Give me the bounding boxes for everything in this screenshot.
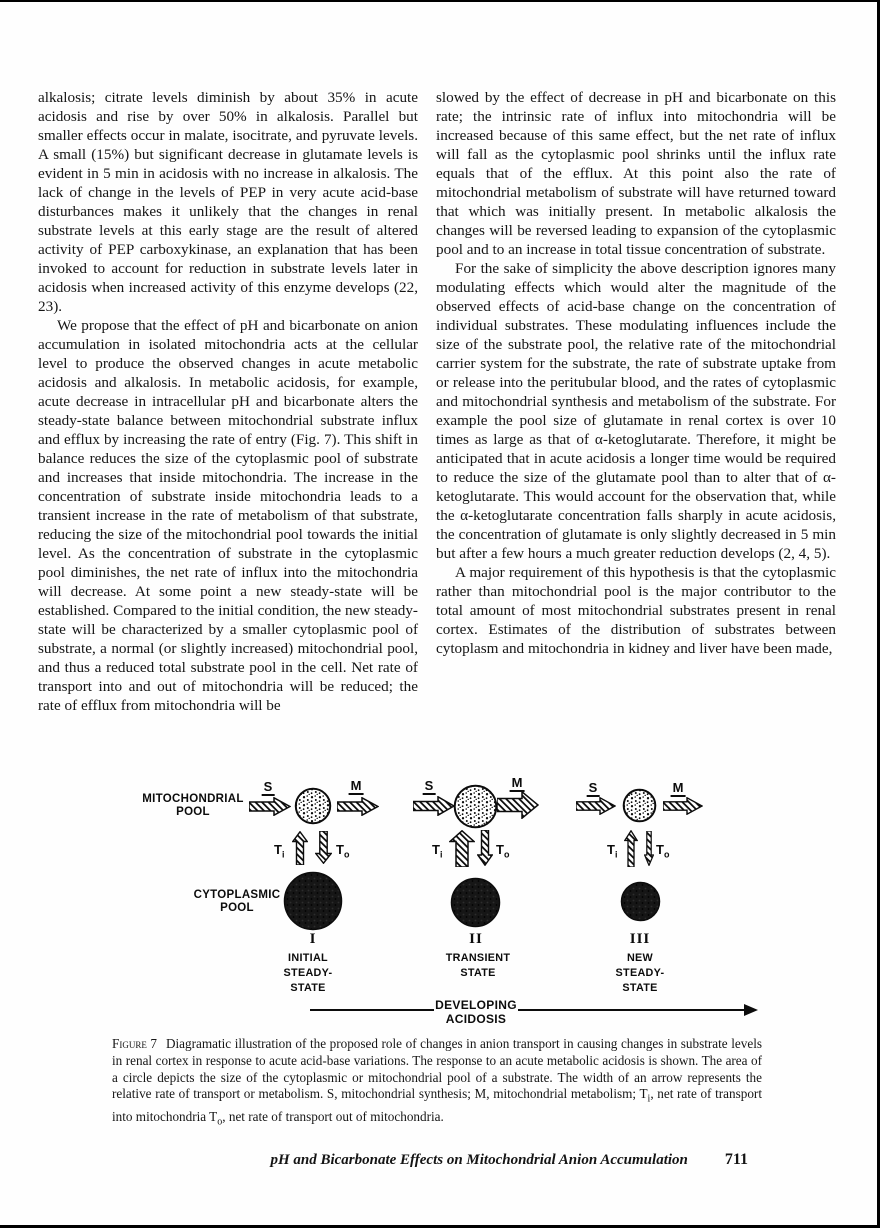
scan-edge-top — [0, 0, 880, 2]
mitochondrial-pool-circle — [622, 788, 657, 823]
t-out-label — [656, 842, 669, 860]
state-line: NEW — [626, 952, 654, 964]
label-line: POOL — [220, 901, 254, 914]
caption-text: , net rate of transport out of mitochondria. — [222, 1108, 444, 1124]
cytoplasmic-pool-circle — [620, 881, 661, 922]
transport-out-arrow — [644, 831, 654, 866]
caption-sub-o: o — [217, 1116, 223, 1128]
state-line: STATE — [290, 982, 326, 994]
mitochondrial-pool-circle — [453, 784, 498, 829]
state-line: STEADY- — [283, 967, 333, 979]
t-base: T — [607, 842, 615, 857]
metabolism-arrow — [337, 797, 379, 816]
footer-title: pH and Bicarbonate Effects on Mitochondrial Anion Accumulation — [270, 1152, 688, 1168]
metabolism-arrow — [663, 797, 703, 815]
t-base: T — [656, 842, 664, 857]
synthesis-arrow — [249, 797, 291, 816]
state-label-new-steady — [595, 951, 685, 996]
transport-in-arrow — [449, 830, 475, 867]
state-line: STEADY- — [615, 967, 665, 979]
paragraph: alkalosis; citrate levels diminish by about 35% in acute acidosis and rise by over 50% in alkalosis. Parallel but smaller effects occur in malate, isocitrate, and pyruvate levels. A small (15%) but significant decrease in glutamate levels is evident in 5 min in acidosis with no increase in alkalosis. The lack of change in the levels of PEP in very acute acid-base disturbances makes it unlikely that the changes in renal substrate levels at this early stage are the result of altered activity of PEP carboxykinase, an explanation that has been invoked to account for reduction in substrate levels later in acidosis when increased activity of this enzyme develops (22, 23). — [38, 89, 418, 315]
state-line: TRANSIENT — [445, 952, 511, 964]
synthesis-arrow-label: S — [263, 779, 273, 794]
t-base: T — [496, 842, 504, 857]
timeline-word: ACIDOSIS — [445, 1012, 507, 1026]
cytoplasmic-pool-label — [181, 889, 293, 914]
figure-caption — [112, 1036, 762, 1131]
t-in-label — [274, 842, 284, 860]
state-label-transient — [433, 951, 523, 981]
t-in-sub: i — [281, 849, 285, 860]
label-line: MITOCHONDRIAL — [142, 793, 244, 805]
state-line: STATE — [622, 982, 658, 994]
label-line: CYTOPLASMIC — [193, 889, 281, 901]
running-footer — [0, 1151, 748, 1169]
timeline-line-right — [518, 1009, 744, 1011]
t-in-label — [432, 842, 442, 860]
transport-in-arrow — [292, 831, 308, 865]
synthesis-arrow — [576, 797, 616, 815]
t-base: T — [336, 842, 344, 857]
caption-text: , net rate of transport into mitochondria T — [112, 1086, 762, 1124]
page-number: 711 — [724, 1151, 748, 1168]
cytoplasmic-pool-circle — [450, 877, 501, 928]
timeline-label — [426, 998, 526, 1026]
t-out-label — [496, 842, 509, 860]
mitochondrial-pool-label — [137, 793, 249, 818]
state-label-initial — [263, 951, 353, 996]
body-column-right — [436, 88, 836, 658]
group-numeral: I — [309, 931, 317, 947]
paragraph: A major requirement of this hypothesis is that the cytoplasmic rather than mitochondrial pool is the major contributor to the total amount of most mitochondrial substrates present in renal cortex. Estimates of the distribution of substrates between cytoplasm and mitochondria in kidney and liver have been made, — [436, 564, 836, 657]
cytoplasmic-pool-circle — [283, 871, 343, 931]
metabolism-arrow-label: M — [511, 775, 523, 790]
t-in-sub: i — [614, 849, 618, 860]
label-line: POOL — [176, 805, 210, 818]
t-base: T — [274, 842, 282, 857]
caption-text: Diagramatic illustration of the proposed role of changes in anion transport in causing changes in substrate levels in renal cortex in response to acute acid-base variations. The response to an acute metabolic acidosis is shown. The area of a circle depicts the size of the cytoplasmic or mitochondrial pool of a substrate. The width of an arrow represents the relative rate of transport or metabolism. S, mitochondrial synthesis; M, mitochondrial metabolism; T — [112, 1036, 762, 1102]
mitochondrial-pool-circle — [294, 787, 332, 825]
body-column-left — [38, 88, 418, 715]
paragraph: We propose that the effect of pH and bicarbonate on anion accumulation in isolated mitochondria acts at the cellular level to produce the observed changes in acute metabolic acidosis and alkalosis. In metabolic acidosis, for example, acute decrease in intracellular pH and bicarbonate alters the steady-state balance between mitochondrial substrate influx and efflux by increasing the rate of entry (Fig. 7). This shift in balance reduces the size of the cytoplasmic pool of substrate and increases that inside mitochondria. The increase in the concentration of substrate inside mitochondria leads to a transient increase in the rate of metabolism of that substrate, reducing the size of the mitochondrial pool towards the initial level. As the concentration of substrate in the cytoplasmic pool diminishes, the net rate of influx into the mitochondria will decrease. At some point a new steady-state will be established. Compared to the initial condition, the new steady-state will be characterized by a smaller cytoplasmic pool of substrate, a normal (or slightly increased) mitochondrial pool, and thus a reduced total substrate pool in the cell. Net rate of transport into and out of mitochondria will be reduced; the rate of efflux from mitochondria will be — [38, 317, 418, 714]
transport-out-arrow — [477, 830, 493, 866]
transport-in-arrow — [624, 830, 638, 867]
metabolism-arrow-label: M — [350, 778, 362, 793]
t-out-sub: o — [663, 849, 670, 860]
synthesis-arrow — [413, 796, 455, 816]
timeline-arrowhead — [744, 1004, 758, 1016]
metabolism-arrow — [497, 791, 539, 819]
t-out-label — [336, 842, 349, 860]
paragraph: For the sake of simplicity the above description ignores many modulating effects which would alter the magnitude of the observed effects of acid-base change on the concentration of individual substrates. These modulating influences include the size of the substrate pool, the relative rate of the mitochondrial carrier system for the substrate, the rate of substrate uptake from or release into the peritubular blood, and the rates of cytoplasmic and mitochondrial synthesis and metabolism of the substrate. For example the pool size of glutamate in renal cortex is over 10 times as large as that of α-ketoglutarate. Therefore, it might be anticipated that in acute acidosis a longer time would be required to reduce the size of the glutamate pool than to alter that of α-ketoglutarate. This would account for the observation that, while the α-ketoglutarate concentration falls sharply in acute acidosis, the concentration of glutamate is only slightly decreased in 5 min but after a few hours a much greater reduction develops (2, 4, 5). — [436, 260, 836, 562]
paragraph: slowed by the effect of decrease in pH and bicarbonate on this rate; the intrinsic rate of influx into mitochondria will be increased because of this same effect, but the net rate of influx will fall as the cytoplasmic pool shrinks until the influx rate equals that of the efflux. At this point also the rate of mitochondrial metabolism of substrate will have returned toward that which was initially present. In metabolic alkalosis the changes will be reversed leading to expansion of the cytoplasmic pool and to an increase in total tissue concentration of substrate. — [436, 89, 836, 258]
metabolism-arrow-label: M — [672, 780, 684, 795]
synthesis-arrow-label: S — [588, 780, 598, 795]
group-numeral: II — [469, 931, 483, 947]
t-in-sub: i — [439, 849, 443, 860]
transport-out-arrow — [315, 831, 332, 864]
timeline-line-left — [310, 1009, 434, 1011]
t-out-sub: o — [343, 849, 350, 860]
t-out-sub: o — [503, 849, 510, 860]
state-line: INITIAL — [288, 952, 328, 964]
t-in-label — [607, 842, 617, 860]
group-numeral: III — [629, 931, 651, 947]
timeline-word: DEVELOPING — [435, 998, 517, 1012]
synthesis-arrow-label: S — [424, 778, 434, 793]
caption-figure-label: Figure 7 — [112, 1036, 157, 1051]
t-base: T — [432, 842, 440, 857]
state-line: STATE — [460, 967, 496, 979]
caption-sub-i: i — [647, 1094, 651, 1106]
